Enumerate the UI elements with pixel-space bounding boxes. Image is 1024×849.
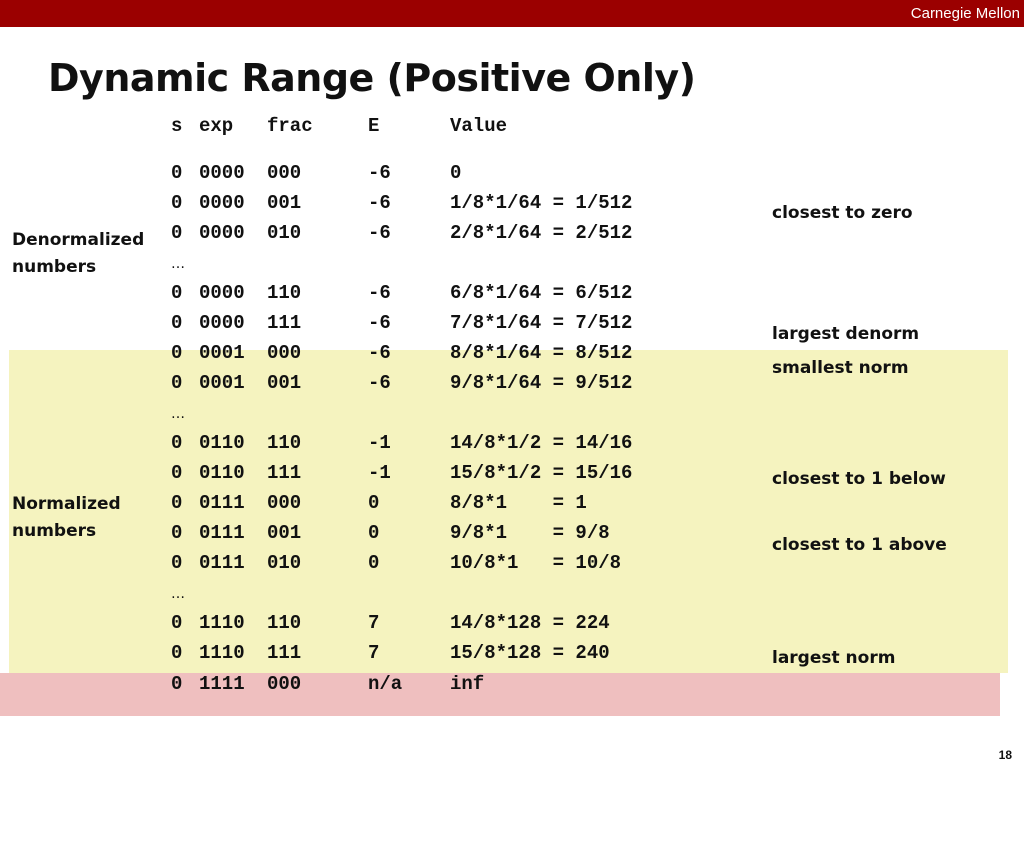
cell-frac: 010 — [267, 552, 302, 574]
normalized-label-line2: numbers — [12, 521, 97, 541]
cell-frac: 111 — [267, 642, 302, 664]
table-row — [171, 368, 633, 398]
cell-e: 7 — [368, 612, 380, 634]
note-closest-to-1-below: closest to 1 below — [772, 469, 946, 489]
cell-value: 14/8*128 = 224 — [450, 612, 610, 634]
denormalized-label-line2: numbers — [12, 257, 97, 277]
col-header-frac: frac — [267, 115, 313, 137]
infinity-highlight-band — [0, 673, 1000, 716]
cell-e: -1 — [368, 432, 391, 454]
cell-e: -6 — [368, 162, 391, 184]
cell-exp: 0111 — [199, 552, 245, 574]
row-ellipsis: … — [171, 256, 185, 272]
page-number: 18 — [998, 748, 1012, 762]
col-header-e: E — [368, 115, 380, 137]
cell-e: -1 — [368, 462, 391, 484]
cell-frac: 000 — [267, 492, 302, 514]
cell-value: 15/8*1/2 = 15/16 — [450, 462, 633, 484]
cell-frac: 001 — [267, 372, 302, 394]
table-row — [171, 548, 622, 578]
note-largest-norm: largest norm — [772, 648, 896, 668]
cell-s: 0 — [171, 462, 183, 484]
cell-exp: 0111 — [199, 492, 245, 514]
table-row — [171, 608, 610, 638]
cell-s: 0 — [171, 432, 183, 454]
cell-e: n/a — [368, 673, 403, 695]
cell-value: 8/8*1/64 = 8/512 — [450, 342, 633, 364]
cell-s: 0 — [171, 342, 183, 364]
col-header-exp: exp — [199, 115, 234, 137]
cell-value: 9/8*1 = 9/8 — [450, 522, 610, 544]
denormalized-label-line1: Denormalized — [12, 230, 145, 250]
row-ellipsis: … — [171, 406, 185, 422]
normalized-label-line1: Normalized — [12, 494, 121, 514]
note-closest-to-zero: closest to zero — [772, 203, 913, 223]
denormalized-label — [12, 227, 144, 281]
table-row — [171, 338, 633, 368]
cell-s: 0 — [171, 612, 183, 634]
cell-e: 0 — [368, 552, 380, 574]
cell-value: 2/8*1/64 = 2/512 — [450, 222, 633, 244]
col-header-s: s — [171, 115, 183, 137]
table-row — [171, 488, 587, 518]
cell-frac: 110 — [267, 432, 302, 454]
cell-exp: 0001 — [199, 372, 245, 394]
cell-s: 0 — [171, 522, 183, 544]
cell-exp: 0001 — [199, 342, 245, 364]
cell-value: 1/8*1/64 = 1/512 — [450, 192, 633, 214]
cell-s: 0 — [171, 642, 183, 664]
cell-exp: 0110 — [199, 462, 245, 484]
table-header — [171, 111, 508, 141]
brand-name: Carnegie Mellon — [910, 5, 1020, 22]
cell-value: 15/8*128 = 240 — [450, 642, 610, 664]
slide-title: Dynamic Range (Positive Only) — [48, 56, 696, 100]
row-ellipsis: … — [171, 586, 185, 602]
cell-frac: 111 — [267, 462, 302, 484]
note-smallest-norm: smallest norm — [772, 358, 909, 378]
cell-exp: 0111 — [199, 522, 245, 544]
cell-s: 0 — [171, 222, 183, 244]
cell-value: 9/8*1/64 = 9/512 — [450, 372, 633, 394]
cell-frac: 001 — [267, 192, 302, 214]
cell-exp: 1111 — [199, 673, 245, 695]
cell-frac: 010 — [267, 222, 302, 244]
cell-exp: 1110 — [199, 612, 245, 634]
cell-e: 7 — [368, 642, 380, 664]
table-row — [171, 428, 633, 458]
cell-s: 0 — [171, 492, 183, 514]
cell-exp: 0000 — [199, 282, 245, 304]
cell-e: -6 — [368, 282, 391, 304]
cell-frac: 110 — [267, 612, 302, 634]
cell-e: -6 — [368, 312, 391, 334]
cell-s: 0 — [171, 312, 183, 334]
cell-s: 0 — [171, 372, 183, 394]
cell-exp: 0000 — [199, 162, 245, 184]
cell-e: -6 — [368, 222, 391, 244]
table-row — [171, 638, 610, 668]
table-row — [171, 458, 633, 488]
cell-exp: 0000 — [199, 312, 245, 334]
cell-value: 10/8*1 = 10/8 — [450, 552, 622, 574]
cell-value: 0 — [450, 162, 462, 184]
table-row — [171, 669, 485, 699]
cell-frac: 000 — [267, 342, 302, 364]
header-bar — [0, 0, 1024, 27]
note-largest-denorm: largest denorm — [772, 324, 920, 344]
cell-e: 0 — [368, 492, 380, 514]
cell-exp: 0000 — [199, 192, 245, 214]
cell-e: -6 — [368, 372, 391, 394]
cell-value: inf — [450, 673, 485, 695]
cell-s: 0 — [171, 673, 183, 695]
cell-s: 0 — [171, 162, 183, 184]
table-row — [171, 158, 462, 188]
cell-s: 0 — [171, 552, 183, 574]
cell-e: -6 — [368, 342, 391, 364]
table-row — [171, 518, 610, 548]
cell-value: 7/8*1/64 = 7/512 — [450, 312, 633, 334]
cell-exp: 1110 — [199, 642, 245, 664]
cell-frac: 000 — [267, 162, 302, 184]
cell-frac: 110 — [267, 282, 302, 304]
normalized-label — [12, 491, 121, 545]
cell-frac: 000 — [267, 673, 302, 695]
col-header-value: Value — [450, 115, 508, 137]
cell-e: 0 — [368, 522, 380, 544]
cell-frac: 001 — [267, 522, 302, 544]
cell-s: 0 — [171, 192, 183, 214]
note-closest-to-1-above: closest to 1 above — [772, 535, 947, 555]
cell-frac: 111 — [267, 312, 302, 334]
cell-e: -6 — [368, 192, 391, 214]
table-row — [171, 308, 633, 338]
cell-value: 14/8*1/2 = 14/16 — [450, 432, 633, 454]
cell-exp: 0000 — [199, 222, 245, 244]
cell-s: 0 — [171, 282, 183, 304]
table-row — [171, 188, 633, 218]
cell-value: 6/8*1/64 = 6/512 — [450, 282, 633, 304]
table-row — [171, 278, 633, 308]
table-row — [171, 218, 633, 248]
cell-value: 8/8*1 = 1 — [450, 492, 587, 514]
cell-exp: 0110 — [199, 432, 245, 454]
